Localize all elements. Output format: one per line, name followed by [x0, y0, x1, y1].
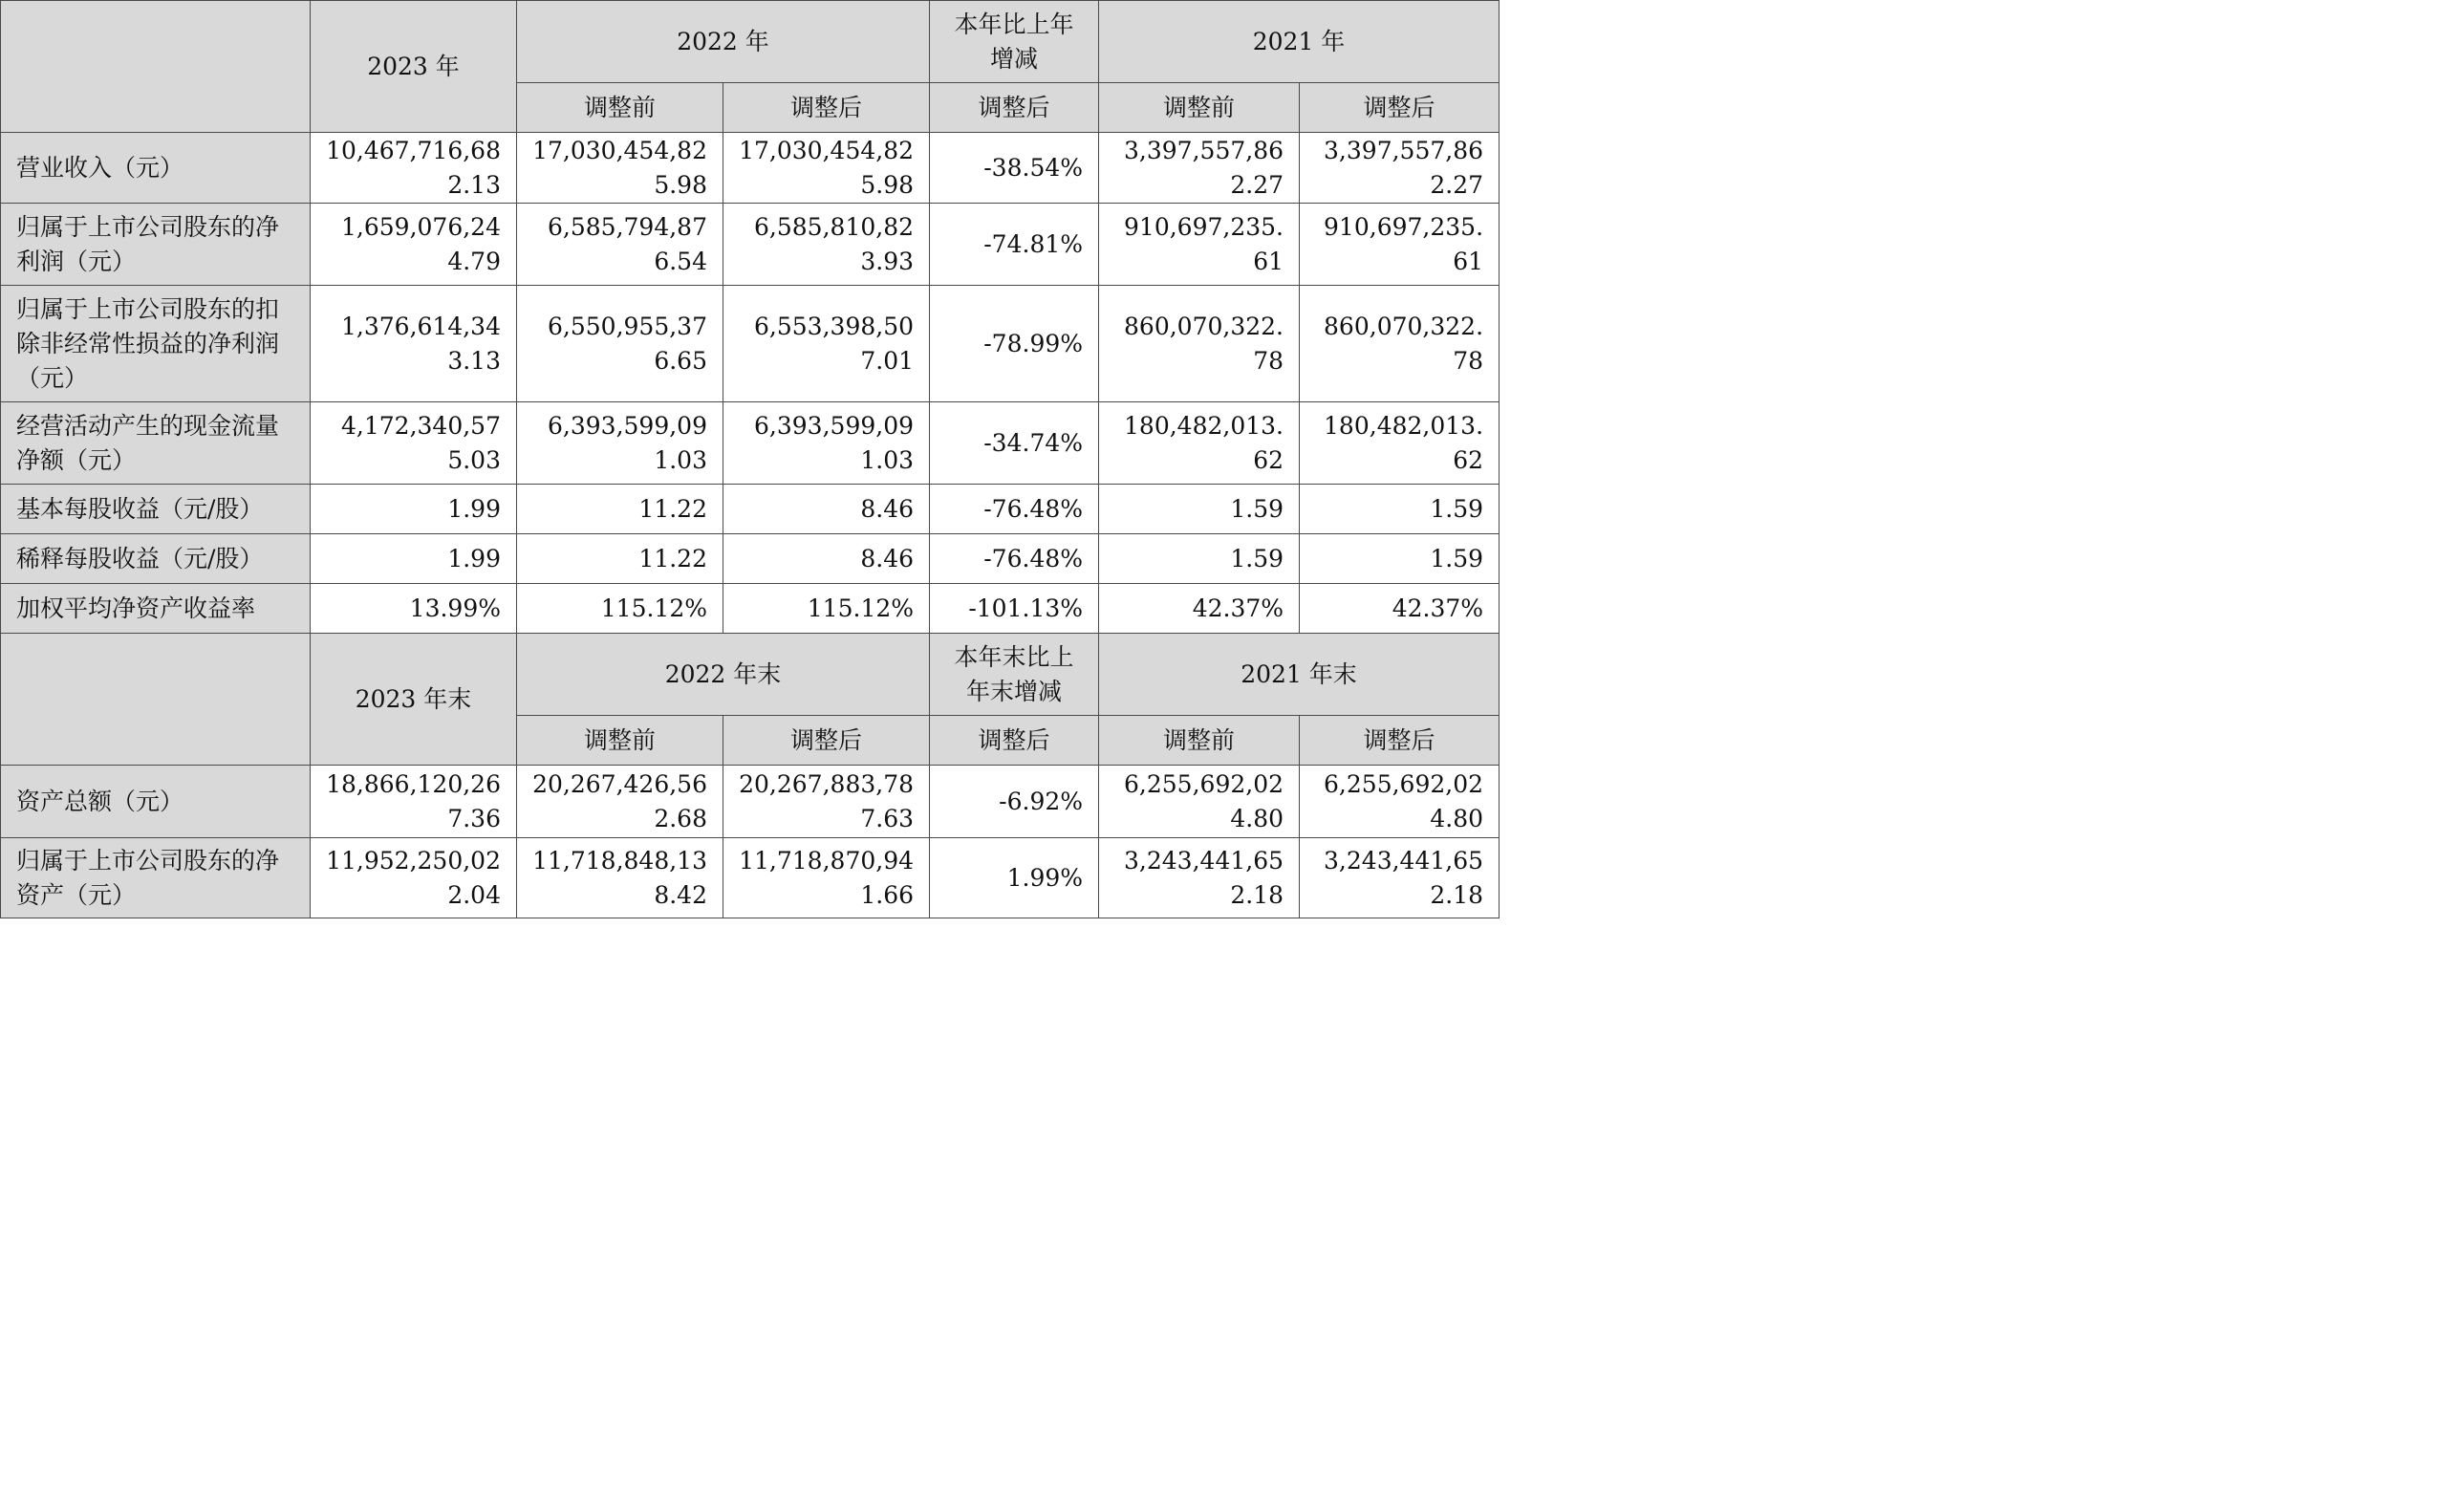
header-2022-before: 调整前 [517, 83, 723, 133]
value-2022-after: 17,030,454,825.98 [723, 133, 930, 204]
row-label: 基本每股收益（元/股） [1, 485, 311, 534]
header-2021-after: 调整后 [1300, 716, 1500, 766]
value-2022-before: 6,550,955,376.65 [517, 286, 723, 402]
value-2022-after: 8.46 [723, 485, 930, 534]
value-2022-after: 6,393,599,091.03 [723, 402, 930, 485]
table-row [1, 838, 1500, 918]
value-2022-after: 20,267,883,787.63 [723, 766, 930, 838]
table-row [1, 402, 1500, 485]
header-yearend-2022: 2022 年末 [517, 634, 930, 716]
table-row [1, 485, 1500, 534]
row-label: 经营活动产生的现金流量净额（元） [1, 402, 311, 485]
table-row [1, 204, 1500, 286]
header-yoy-change: 本年比上年增减 [930, 1, 1099, 83]
row-label: 资产总额（元） [1, 766, 311, 838]
value-2023: 1,659,076,244.79 [311, 204, 517, 286]
header-2021-before: 调整前 [1099, 83, 1300, 133]
header-yearend-2023: 2023 年末 [311, 634, 517, 766]
value-2021-before: 860,070,322.78 [1099, 286, 1300, 402]
header-year-2022: 2022 年 [517, 1, 930, 83]
header-blank-cell [1, 634, 311, 766]
header-year-2021: 2021 年 [1099, 1, 1500, 83]
table-row [1, 286, 1500, 402]
value-2023: 4,172,340,575.03 [311, 402, 517, 485]
value-2021-after: 3,243,441,652.18 [1300, 838, 1500, 918]
value-2021-before: 1.59 [1099, 485, 1300, 534]
row-label: 归属于上市公司股东的扣除非经常性损益的净利润（元） [1, 286, 311, 402]
header-change-after: 调整后 [930, 716, 1099, 766]
row-label: 加权平均净资产收益率 [1, 584, 311, 634]
header-year-2023: 2023 年 [311, 1, 517, 133]
value-2021-after: 860,070,322.78 [1300, 286, 1500, 402]
value-2022-after: 6,553,398,507.01 [723, 286, 930, 402]
value-2022-after: 6,585,810,823.93 [723, 204, 930, 286]
header-2022-after: 调整后 [723, 716, 930, 766]
value-2021-after: 6,255,692,024.80 [1300, 766, 1500, 838]
value-2021-before: 910,697,235.61 [1099, 204, 1300, 286]
value-2021-after: 42.37% [1300, 584, 1500, 634]
value-change: -74.81% [930, 204, 1099, 286]
header-change-after: 调整后 [930, 83, 1099, 133]
table-row [1, 133, 1500, 204]
value-change: 1.99% [930, 838, 1099, 918]
value-2022-after: 11,718,870,941.66 [723, 838, 930, 918]
value-2021-after: 910,697,235.61 [1300, 204, 1500, 286]
value-2022-before: 20,267,426,562.68 [517, 766, 723, 838]
table-row [1, 766, 1500, 838]
row-label: 归属于上市公司股东的净资产（元） [1, 838, 311, 918]
value-2021-before: 180,482,013.62 [1099, 402, 1300, 485]
value-change: -78.99% [930, 286, 1099, 402]
value-2021-after: 3,397,557,862.27 [1300, 133, 1500, 204]
value-2023: 10,467,716,682.13 [311, 133, 517, 204]
header-2022-before: 调整前 [517, 716, 723, 766]
value-2021-before: 42.37% [1099, 584, 1300, 634]
header-2021-after: 调整后 [1300, 83, 1500, 133]
value-change: -76.48% [930, 534, 1099, 584]
row-label: 稀释每股收益（元/股） [1, 534, 311, 584]
value-change: -6.92% [930, 766, 1099, 838]
header-blank-cell [1, 1, 311, 133]
value-change: -38.54% [930, 133, 1099, 204]
value-2022-before: 11.22 [517, 534, 723, 584]
value-change: -34.74% [930, 402, 1099, 485]
value-2022-after: 115.12% [723, 584, 930, 634]
value-change: -76.48% [930, 485, 1099, 534]
value-2021-before: 1.59 [1099, 534, 1300, 584]
financial-summary-table [0, 0, 1500, 918]
header-2022-after: 调整后 [723, 83, 930, 133]
header-yearend-change: 本年末比上年末增减 [930, 634, 1099, 716]
value-2022-before: 17,030,454,825.98 [517, 133, 723, 204]
value-2021-before: 3,397,557,862.27 [1099, 133, 1300, 204]
value-2021-before: 3,243,441,652.18 [1099, 838, 1300, 918]
value-2022-before: 11.22 [517, 485, 723, 534]
value-2021-after: 1.59 [1300, 485, 1500, 534]
value-2022-before: 11,718,848,138.42 [517, 838, 723, 918]
row-label: 归属于上市公司股东的净利润（元） [1, 204, 311, 286]
value-2021-after: 180,482,013.62 [1300, 402, 1500, 485]
value-2023: 13.99% [311, 584, 517, 634]
value-2022-after: 8.46 [723, 534, 930, 584]
value-2023: 1,376,614,343.13 [311, 286, 517, 402]
value-2022-before: 115.12% [517, 584, 723, 634]
value-2022-before: 6,585,794,876.54 [517, 204, 723, 286]
header-yearend-2021: 2021 年末 [1099, 634, 1500, 716]
value-2021-before: 6,255,692,024.80 [1099, 766, 1300, 838]
value-2021-after: 1.59 [1300, 534, 1500, 584]
table-row [1, 584, 1500, 634]
table-row [1, 534, 1500, 584]
header-2021-before: 调整前 [1099, 716, 1300, 766]
value-2023: 18,866,120,267.36 [311, 766, 517, 838]
value-2022-before: 6,393,599,091.03 [517, 402, 723, 485]
value-2023: 11,952,250,022.04 [311, 838, 517, 918]
value-2023: 1.99 [311, 534, 517, 584]
value-2023: 1.99 [311, 485, 517, 534]
value-change: -101.13% [930, 584, 1099, 634]
row-label: 营业收入（元） [1, 133, 311, 204]
